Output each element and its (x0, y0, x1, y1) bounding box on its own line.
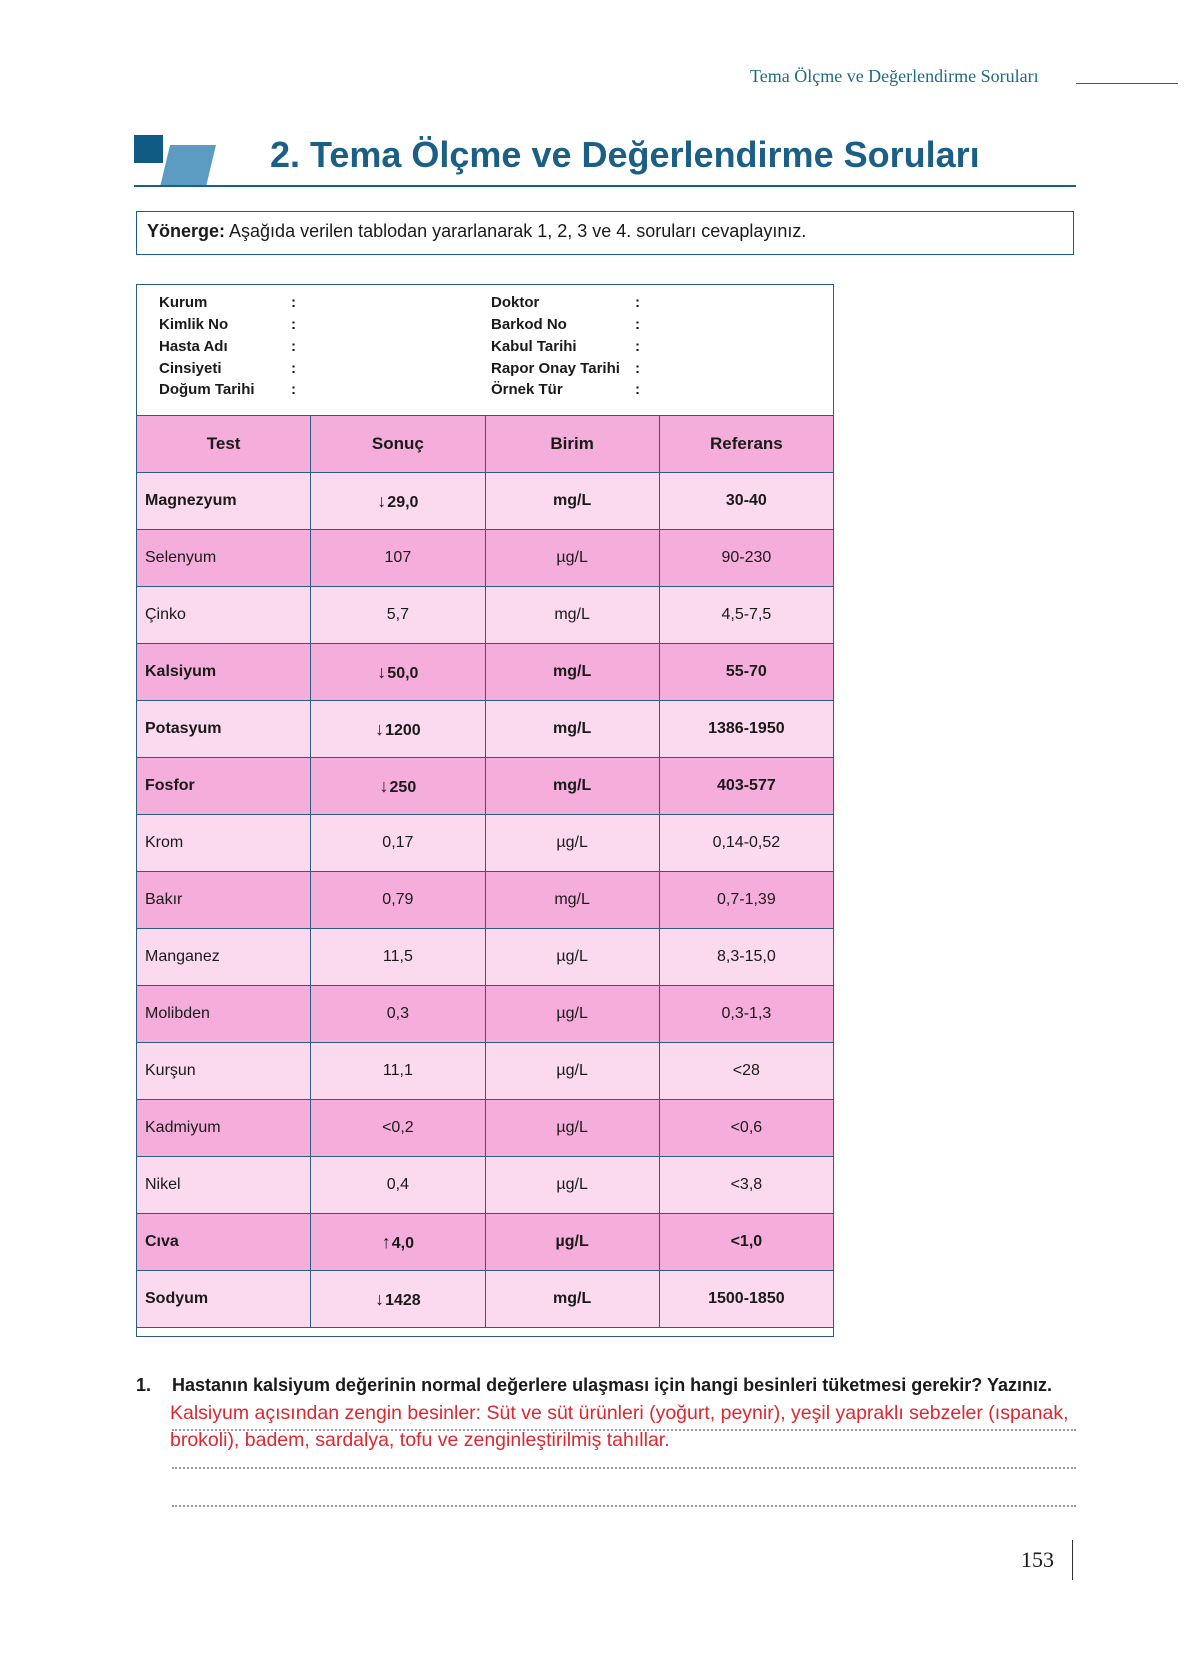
cell-test: Molibden (137, 986, 311, 1043)
cell-reference: 8,3-15,0 (659, 929, 833, 986)
cell-unit: µg/L (485, 1043, 659, 1100)
cell-reference: 55-70 (659, 644, 833, 701)
cell-unit: µg/L (485, 1157, 659, 1214)
meta-colon: : (291, 316, 296, 333)
meta-row (159, 360, 809, 382)
arrow-down-icon: ↓ (375, 1288, 385, 1309)
cell-result (311, 644, 485, 701)
meta-row (159, 381, 809, 403)
cell-result (311, 587, 485, 644)
meta-row (159, 316, 809, 338)
cell-result (311, 815, 485, 872)
cell-result (311, 473, 485, 530)
meta-label-right: Kabul Tarihi (491, 338, 577, 355)
meta-colon: : (291, 360, 296, 377)
meta-row (159, 294, 809, 316)
cell-result (311, 1271, 485, 1328)
meta-colon: : (291, 338, 296, 355)
result-value: <0,2 (382, 1119, 414, 1136)
cell-result (311, 1157, 485, 1214)
meta-label-left: Hasta Adı (159, 338, 228, 355)
header-result: Sonuç (311, 416, 485, 473)
cell-unit: µg/L (485, 530, 659, 587)
meta-row (159, 338, 809, 360)
cell-unit: mg/L (485, 872, 659, 929)
cell-reference: 1500-1850 (659, 1271, 833, 1328)
answer-line-2: brokoli), badem, sardalya, tofu ve zenginleştirilmiş tahıllar. (170, 1429, 670, 1451)
question-text: Hastanın kalsiyum değerinin normal değerlere ulaşması için hangi besinleri tüketmesi gerekir? Yazınız. (172, 1375, 1052, 1395)
answer-text (170, 1400, 1110, 1454)
cell-result (311, 1043, 485, 1100)
cell-reference: 0,7-1,39 (659, 872, 833, 929)
cell-reference: <0,6 (659, 1100, 833, 1157)
table-row (137, 1157, 834, 1214)
result-value: 0,79 (382, 891, 414, 908)
title-decoration-parallelogram (160, 145, 216, 187)
cell-result (311, 701, 485, 758)
table-row (137, 929, 834, 986)
lab-report (136, 284, 834, 1337)
cell-test: Manganez (137, 929, 311, 986)
table-row (137, 1214, 834, 1271)
directive-text: Aşağıda verilen tablodan yararlanarak 1, 2, 3 ve 4. soruları cevaplayınız. (225, 221, 807, 241)
meta-colon: : (291, 294, 296, 311)
cell-unit: mg/L (485, 701, 659, 758)
meta-label-right: Örnek Tür (491, 381, 563, 398)
cell-reference: 90-230 (659, 530, 833, 587)
result-value: 1428 (385, 1291, 421, 1309)
cell-test: Kalsiyum (137, 644, 311, 701)
result-value: 11,1 (382, 1062, 413, 1079)
arrow-down-icon: ↓ (379, 775, 389, 796)
cell-unit: mg/L (485, 758, 659, 815)
table-row (137, 530, 834, 587)
results-table (136, 415, 834, 1328)
table-row (137, 815, 834, 872)
cell-test: Çinko (137, 587, 311, 644)
table-row (137, 701, 834, 758)
cell-unit: mg/L (485, 644, 659, 701)
result-value: 0,4 (386, 1176, 409, 1193)
cell-test: Cıva (137, 1214, 311, 1271)
meta-colon: : (635, 338, 640, 355)
cell-test: Sodyum (137, 1271, 311, 1328)
cell-unit: mg/L (485, 473, 659, 530)
table-row (137, 758, 834, 815)
table-row (137, 986, 834, 1043)
cell-test: Kadmiyum (137, 1100, 311, 1157)
cell-unit: mg/L (485, 587, 659, 644)
result-value: 0,3 (386, 1005, 409, 1022)
arrow-down-icon: ↓ (377, 661, 387, 682)
meta-label-left: Kurum (159, 294, 208, 311)
cell-unit: µg/L (485, 1214, 659, 1271)
cell-unit: µg/L (485, 815, 659, 872)
cell-reference: 4,5-7,5 (659, 587, 833, 644)
arrow-down-icon: ↓ (377, 490, 387, 511)
result-value: 11,5 (382, 948, 413, 965)
result-value: 29,0 (387, 493, 419, 511)
question-number: 1. (136, 1375, 152, 1395)
cell-test: Magnezyum (137, 473, 311, 530)
table-row (137, 644, 834, 701)
cell-reference: 0,14-0,52 (659, 815, 833, 872)
cell-result (311, 530, 485, 587)
result-value: 0,17 (382, 834, 414, 851)
meta-colon: : (291, 381, 296, 398)
page-number: 153 (1021, 1547, 1054, 1572)
cell-test: Fosfor (137, 758, 311, 815)
arrow-up-icon: ↑ (381, 1231, 391, 1252)
cell-reference: 0,3-1,3 (659, 986, 833, 1043)
result-value: 5,7 (386, 606, 409, 623)
cell-result (311, 872, 485, 929)
meta-label-right: Rapor Onay Tarihi (491, 360, 620, 377)
running-header-rule (1076, 83, 1178, 84)
title-underline (134, 185, 1076, 187)
header-test: Test (137, 416, 311, 473)
page-title: 2. Tema Ölçme ve Değerlendirme Soruları (270, 134, 980, 175)
cell-unit: µg/L (485, 1100, 659, 1157)
cell-reference: 30-40 (659, 473, 833, 530)
cell-reference: 403-577 (659, 758, 833, 815)
cell-test: Potasyum (137, 701, 311, 758)
answer-dotted-line (172, 1505, 1076, 1507)
cell-test: Nikel (137, 1157, 311, 1214)
table-row (137, 473, 834, 530)
meta-colon: : (635, 360, 640, 377)
running-header-text: Tema Ölçme ve Değerlendirme Soruları (750, 66, 1039, 86)
table-row (137, 587, 834, 644)
cell-test: Kurşun (137, 1043, 311, 1100)
table-row (137, 872, 834, 929)
cell-result (311, 1214, 485, 1271)
cell-unit: mg/L (485, 1271, 659, 1328)
header-reference: Referans (659, 416, 833, 473)
cell-test: Bakır (137, 872, 311, 929)
cell-reference: <28 (659, 1043, 833, 1100)
cell-test: Selenyum (137, 530, 311, 587)
result-value: 50,0 (387, 664, 419, 682)
meta-colon: : (635, 381, 640, 398)
cell-result (311, 986, 485, 1043)
cell-result (311, 1100, 485, 1157)
meta-label-left: Cinsiyeti (159, 360, 222, 377)
table-row (137, 1043, 834, 1100)
meta-label-left: Doğum Tarihi (159, 381, 255, 398)
answer-dotted-line (172, 1429, 1076, 1431)
result-value: 250 (389, 778, 417, 796)
answer-dotted-line (172, 1467, 1076, 1469)
cell-reference: <1,0 (659, 1214, 833, 1271)
page-number-rule (1072, 1540, 1073, 1580)
directive-label: Yönerge: (147, 221, 226, 241)
cell-reference: 1386-1950 (659, 701, 833, 758)
result-value: 1200 (385, 721, 421, 739)
header-unit: Birim (485, 416, 659, 473)
result-value: 4,0 (391, 1234, 414, 1252)
answer-line-1: Kalsiyum açısından zengin besinler: Süt ve süt ürünleri (yoğurt, peynir), yeşil yapraklı sebzeler (ıspanak, (170, 1402, 1069, 1424)
table-row (137, 1271, 834, 1328)
meta-label-left: Kimlik No (159, 316, 229, 333)
cell-result (311, 758, 485, 815)
cell-unit: µg/L (485, 986, 659, 1043)
meta-colon: : (635, 294, 640, 311)
directive-box (136, 211, 1074, 255)
cell-result (311, 929, 485, 986)
title-decoration-square (134, 135, 163, 163)
result-value: 107 (384, 549, 412, 566)
report-meta (137, 285, 833, 415)
table-header-row (137, 416, 834, 473)
cell-unit: µg/L (485, 929, 659, 986)
meta-label-right: Barkod No (491, 316, 567, 333)
cell-test: Krom (137, 815, 311, 872)
cell-reference: <3,8 (659, 1157, 833, 1214)
arrow-down-icon: ↓ (375, 718, 385, 739)
table-row (137, 1100, 834, 1157)
meta-label-right: Doktor (491, 294, 540, 311)
meta-colon: : (635, 316, 640, 333)
